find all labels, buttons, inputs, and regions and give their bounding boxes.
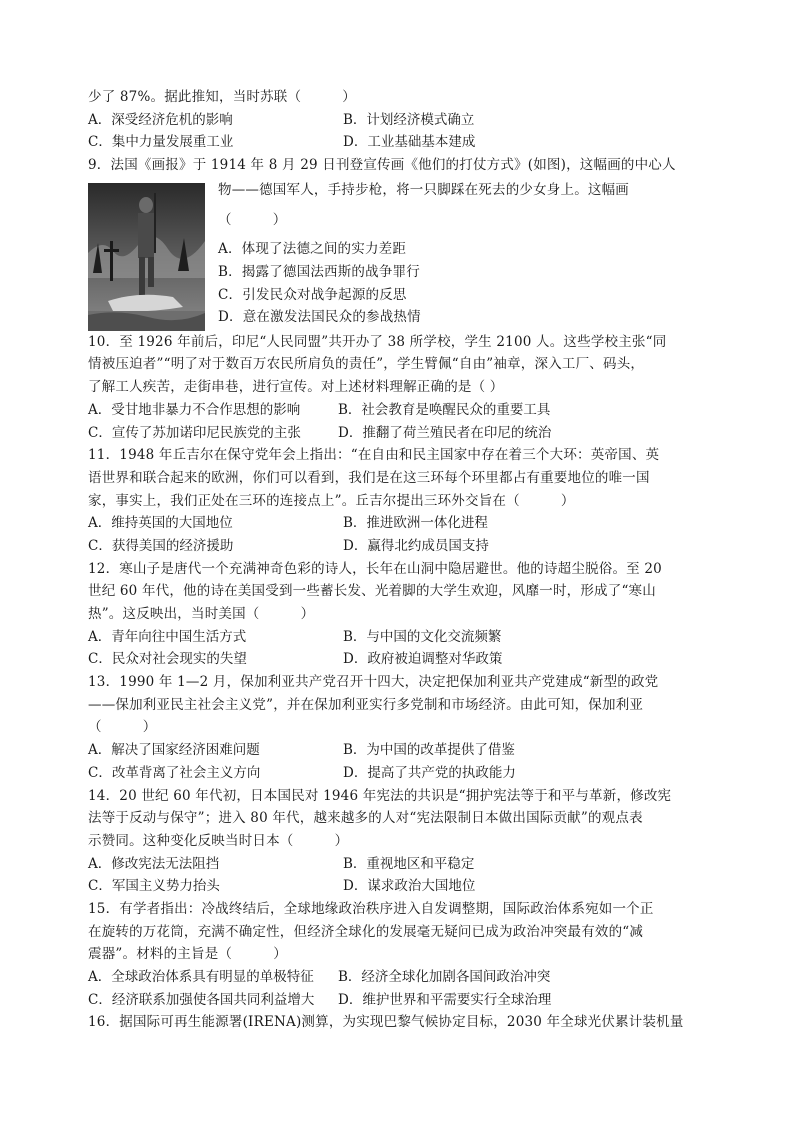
question-10-option-a[interactable]: A．受甘地非暴力不合作思想的影响 bbox=[88, 401, 301, 418]
question-12-options-row-1 bbox=[88, 626, 718, 649]
question-11-stem-line-2: 语世界和联合起来的欧洲，你们可以看到，我们是在这三环每个环里都占有重要地位的唯一国 bbox=[88, 469, 650, 486]
question-14-stem-line-2: 法等于反动与保守”；进入 80 年代，越来越多的人对“宪法限制日本做出国际贡献”的观点表 bbox=[88, 810, 643, 827]
question-14-option-a[interactable]: A．修改宪法无法阻挡 bbox=[88, 855, 220, 872]
question-13-option-a[interactable]: A．解决了国家经济困难问题 bbox=[88, 742, 260, 759]
question-8-option-d[interactable]: D．工业基础基本建成 bbox=[343, 134, 476, 151]
question-12-stem-line-1: 12．寒山子是唐代一个充满神奇色彩的诗人，长年在山洞中隐居避世。他的诗超尘脱俗。至 20 bbox=[88, 560, 662, 577]
question-12-option-b[interactable]: B．与中国的文化交流频繁 bbox=[343, 628, 502, 645]
question-14-stem-line-3: 示赞同。这种变化反映当时日本（ ） bbox=[88, 832, 349, 849]
question-9-stem-line-3: （ ） bbox=[218, 212, 287, 229]
question-15-options-row-1 bbox=[88, 966, 718, 989]
question-11-stem-line-1: 11．1948 年丘吉尔在保守党年会上指出：“在自由和民主国家中存在着三个大环：英帝国、英 bbox=[88, 447, 660, 464]
question-11-options-row-2 bbox=[88, 535, 718, 558]
question-16-stem-line-1: 16．据国际可再生能源署(IRENA)测算，为实现巴黎气候协定目标，2030 年全球光伏累计装机量 bbox=[88, 1014, 684, 1031]
question-12-stem-line-3: 热”。这反映出，当时美国（ ） bbox=[88, 606, 315, 622]
question-10-stem-line-2: 情被压迫者”“明了对于数百万农民所肩负的责任”，学生臂佩“自由”袖章，深入工厂、码头， bbox=[88, 356, 645, 373]
question-8-options-row-1 bbox=[88, 109, 718, 132]
question-15-option-c[interactable]: C．经济联系加强使各国共同利益增大 bbox=[88, 991, 315, 1008]
question-13-options-row-1 bbox=[88, 739, 718, 762]
question-14-options-row-2 bbox=[88, 875, 718, 898]
question-15-stem-line-3: 震器”。材料的主旨是（ ） bbox=[88, 946, 287, 963]
question-14-option-b[interactable]: B．重视地区和平稳定 bbox=[343, 855, 475, 872]
question-10-options-row-2 bbox=[88, 422, 718, 445]
question-10-stem-line-3: 了解工人疾苦，走街串巷，进行宣传。对上述材料理解正确的是（ ） bbox=[88, 379, 504, 396]
question-15-option-a[interactable]: A．全球政治体系具有明显的单极特征 bbox=[88, 969, 314, 985]
question-14-option-c[interactable]: C．军国主义势力抬头 bbox=[88, 878, 220, 895]
question-8-option-b[interactable]: B．计划经济模式确立 bbox=[343, 111, 475, 128]
propaganda-poster-image bbox=[88, 183, 205, 331]
question-11-stem-line-3: 家，事实上，我们正处在三环的连接点上”。丘吉尔提出三环外交旨在（ ） bbox=[88, 492, 575, 509]
question-14-stem-line-1: 14．20 世纪 60 年代初，日本国民对 1946 年宪法的共识是“拥护宪法等于和平与革新，修改宪 bbox=[88, 787, 672, 804]
question-13-stem-line-3: （ ） bbox=[88, 719, 157, 736]
question-10-options-row-1 bbox=[88, 399, 718, 422]
question-8-option-a[interactable]: A．深受经济危机的影响 bbox=[88, 111, 233, 128]
question-13-options-row-2 bbox=[88, 762, 718, 785]
question-10-option-c[interactable]: C．宣传了苏加诺印尼民族党的主张 bbox=[88, 424, 301, 441]
question-8-stem: 少了 87%。据此推知，当时苏联（ ） bbox=[88, 89, 356, 105]
question-9-stem-line-1: 9．法国《画报》于 1914 年 8 月 29 日刊登宣传画《他们的打仗方式》(如图)，这幅画的中心人 bbox=[88, 157, 676, 174]
question-11-options-row-1 bbox=[88, 512, 718, 535]
poster-illustration bbox=[88, 183, 205, 331]
question-9-option-a[interactable]: A．体现了法德之间的实力差距 bbox=[218, 241, 407, 258]
question-12-option-a[interactable]: A．青年向往中国生活方式 bbox=[88, 628, 247, 645]
question-15-stem-line-2: 在旋转的万花筒，充满不确定性，但经济全球化的发展毫无疑问已成为政治冲突最有效的“减 bbox=[88, 923, 644, 940]
exam-page bbox=[88, 86, 718, 1034]
question-12-options-row-2 bbox=[88, 648, 718, 671]
question-15-option-d[interactable]: D．维护世界和平需要实行全球治理 bbox=[338, 991, 552, 1008]
question-13-option-c[interactable]: C．改革背离了社会主义方向 bbox=[88, 764, 261, 781]
question-9-stem-line-2: 物——德国军人，手持步枪，将一只脚踩在死去的少女身上。这幅画 bbox=[218, 181, 629, 198]
question-12-stem-line-2: 世纪 60 年代，他的诗在美国受到一些蓄长发、光着脚的大学生欢迎，风靡一时，形成了“寒山 bbox=[88, 583, 656, 600]
question-13-stem-line-1: 13．1990 年 1—2 月，保加利亚共产党召开十四大，决定把保加利亚共产党建成“新型的政党 bbox=[88, 674, 659, 691]
question-11-option-a[interactable]: A．维持英国的大国地位 bbox=[88, 515, 233, 532]
question-10-option-d[interactable]: D．推翻了荷兰殖民者在印尼的统治 bbox=[338, 424, 552, 441]
question-9-figure-row bbox=[88, 177, 718, 331]
question-13-option-d[interactable]: D．提高了共产党的执政能力 bbox=[343, 764, 516, 781]
question-14-option-d[interactable]: D．谋求政治大国地位 bbox=[343, 878, 476, 895]
question-15-stem-line-1: 15．有学者指出：冷战终结后，全球地缘政治秩序进入自发调整期，国际政治体系宛如一个正 bbox=[88, 900, 654, 917]
question-10-stem-line-1: 10．至 1926 年前后，印尼“人民同盟”共开办了 38 所学校，学生 2100 人。这些学校主张“同 bbox=[88, 333, 667, 350]
question-8-option-c[interactable]: C．集中力量发展重工业 bbox=[88, 134, 234, 151]
question-9-option-d[interactable]: D．意在激发法国民众的参战热情 bbox=[218, 309, 421, 326]
question-9-option-c[interactable]: C．引发民众对战争起源的反思 bbox=[218, 286, 407, 303]
question-12-option-c[interactable]: C．民众对社会现实的失望 bbox=[88, 651, 247, 668]
question-9-text-block bbox=[218, 177, 718, 331]
question-11-option-b[interactable]: B．推进欧洲一体化进程 bbox=[343, 515, 488, 532]
question-11-option-c[interactable]: C．获得美国的经济援助 bbox=[88, 537, 234, 554]
question-13-stem-line-2: ——保加利亚民主社会主义党”，并在保加利亚实行多党制和市场经济。由此可知，保加利亚 bbox=[88, 696, 644, 713]
question-15-option-b[interactable]: B．经济全球化加剧各国间政治冲突 bbox=[338, 969, 551, 985]
question-9-option-b[interactable]: B．揭露了德国法西斯的战争罪行 bbox=[218, 263, 420, 280]
question-11-option-d[interactable]: D．赢得北约成员国支持 bbox=[343, 537, 489, 554]
question-13-option-b[interactable]: B．为中国的改革提供了借鉴 bbox=[343, 742, 515, 759]
question-14-options-row-1 bbox=[88, 853, 718, 876]
question-10-option-b[interactable]: B．社会教育是唤醒民众的重要工具 bbox=[338, 401, 551, 418]
question-12-option-d[interactable]: D．政府被迫调整对华政策 bbox=[343, 651, 503, 668]
question-8-options-row-2 bbox=[88, 131, 718, 154]
question-15-options-row-2 bbox=[88, 989, 718, 1012]
